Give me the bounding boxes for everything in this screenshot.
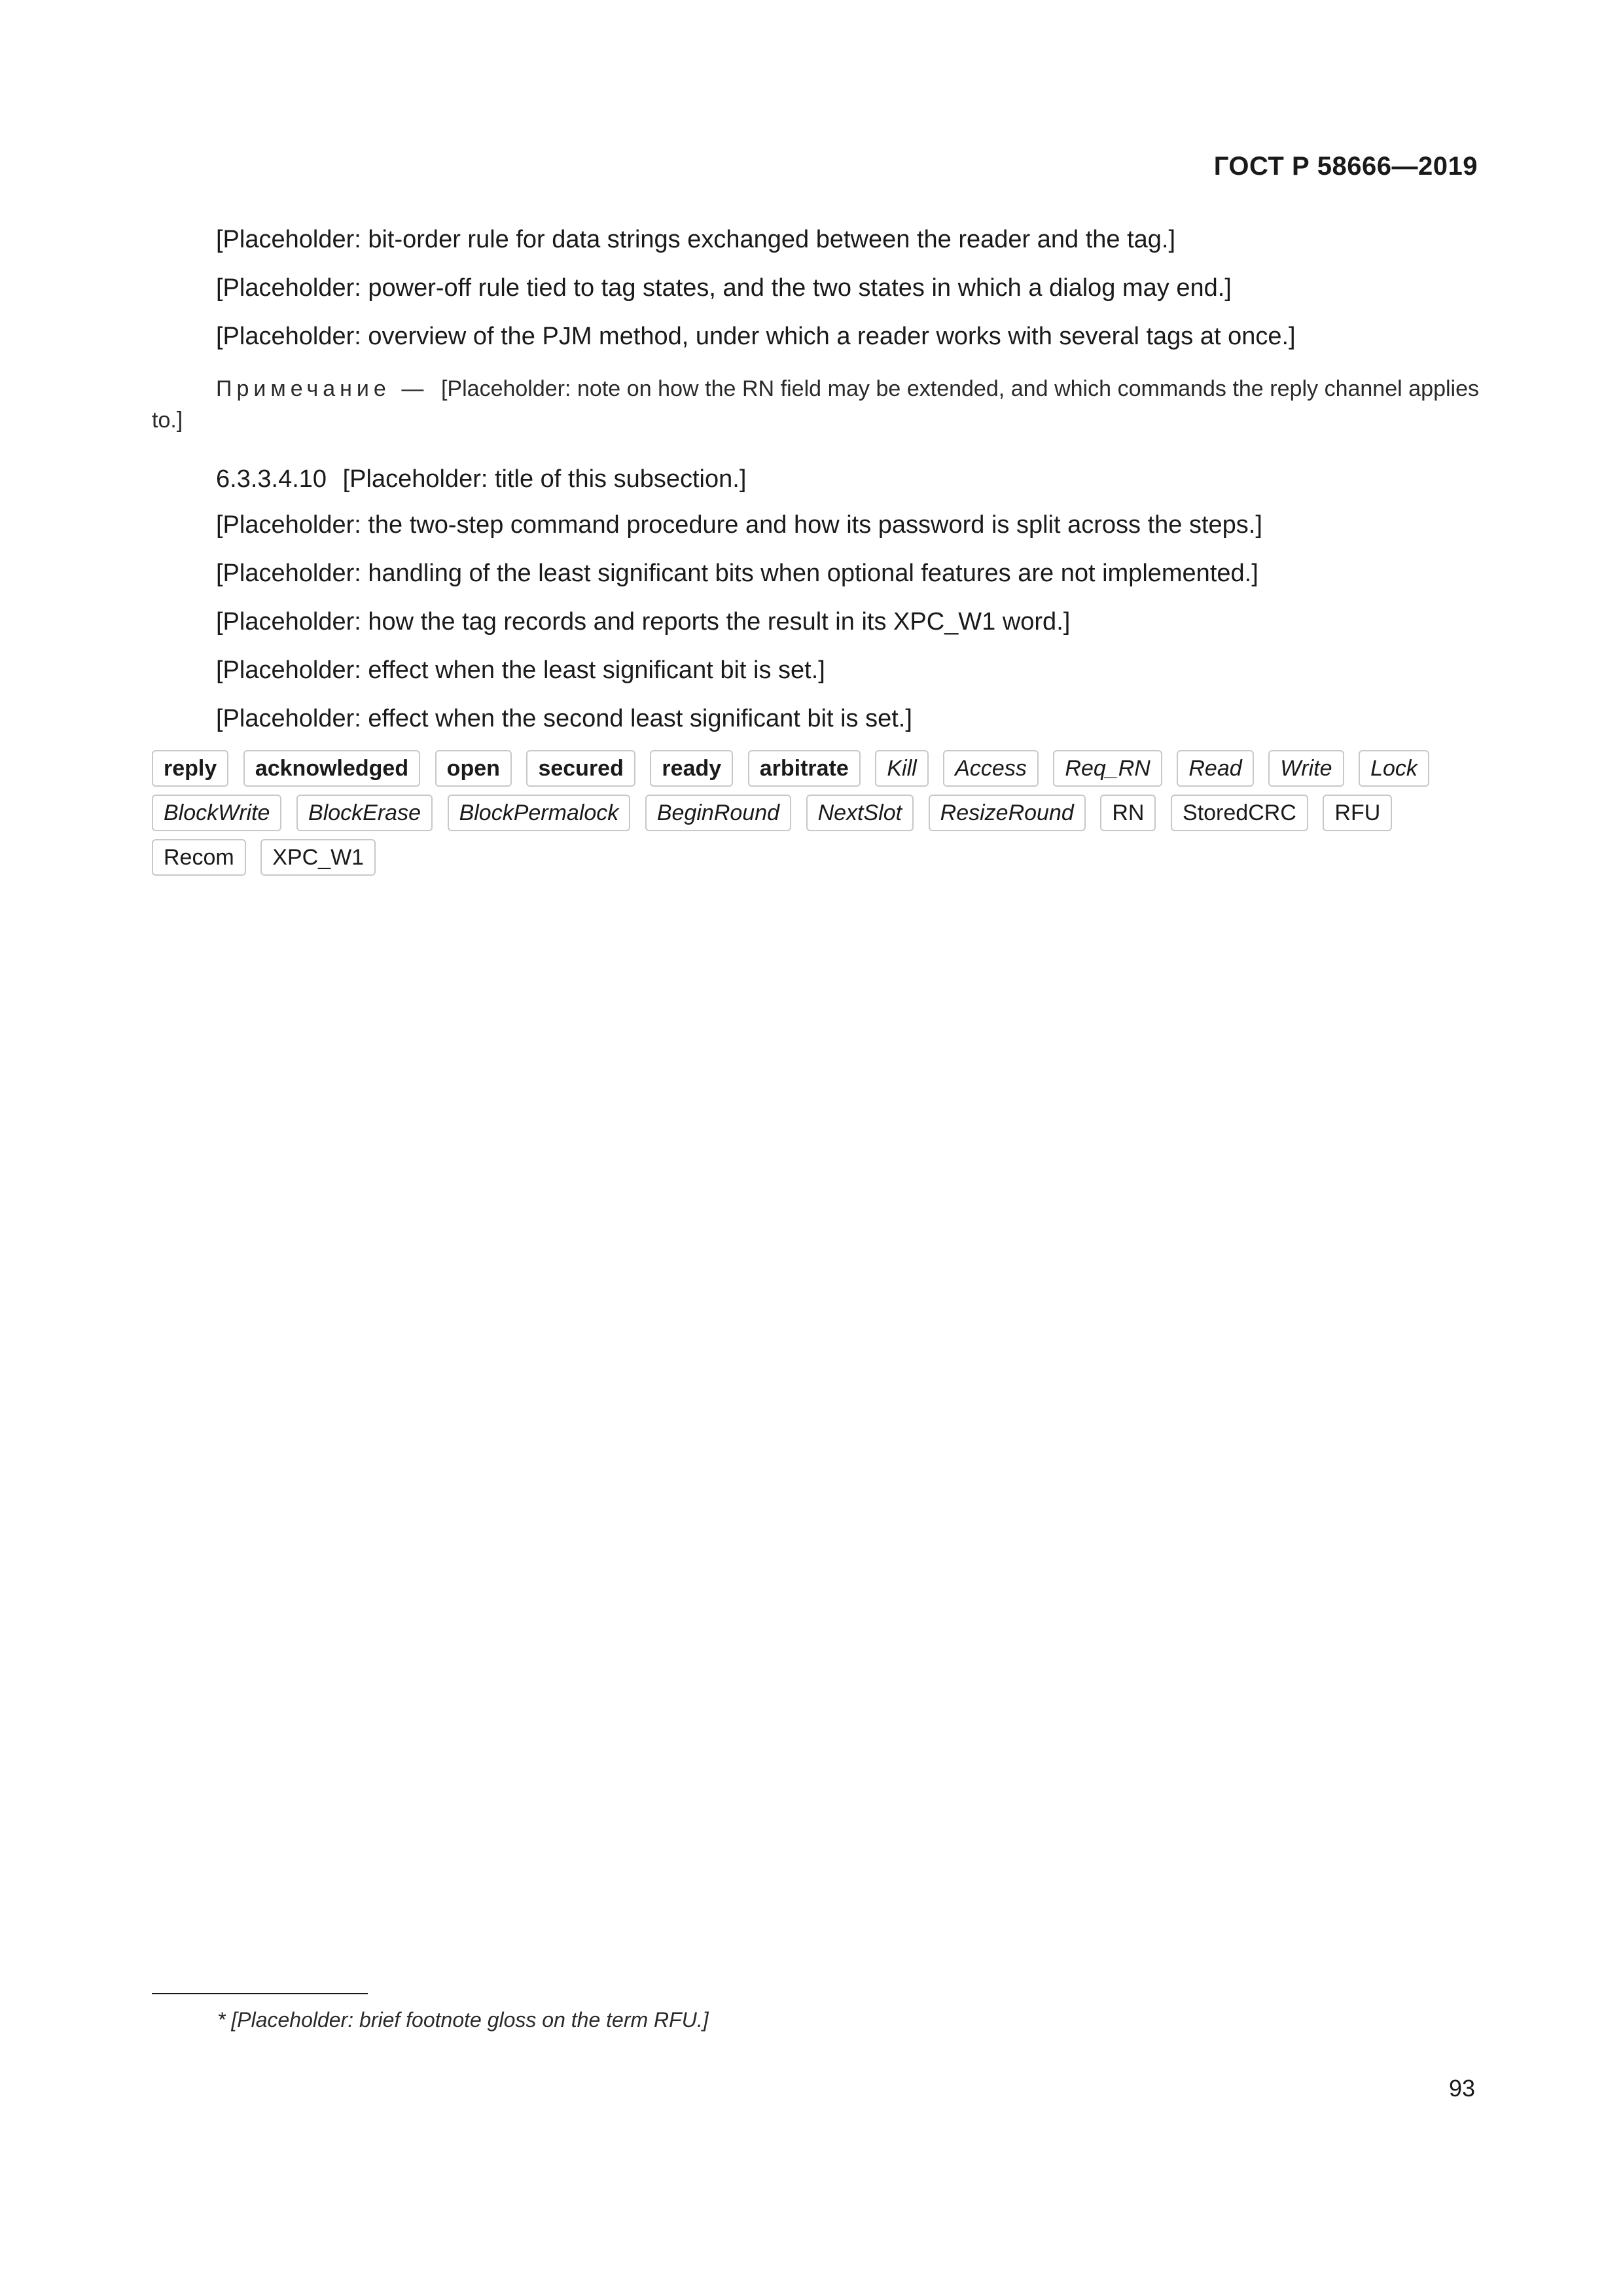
page-number: 93 — [1448, 2075, 1475, 2102]
command-term: Write — [1268, 750, 1344, 787]
term-list — [152, 750, 1479, 884]
tag-state-term: reply — [152, 750, 228, 787]
section-title: [Placeholder: title of this subsection.] — [342, 465, 747, 493]
intro-paragraph: [Placeholder: bit-order rule for data strings exchanged between the reader and the tag.] — [216, 226, 1176, 253]
note-text: [Placeholder: note on how the RN field may be extended, and which commands the reply channel applies to.] — [152, 376, 1480, 433]
command-term: Req_RN — [1053, 750, 1162, 787]
command-term: BlockErase — [296, 795, 433, 831]
command-term: NextSlot — [806, 795, 914, 831]
page-header-standard-id: ГОСТ Р 58666—2019 — [1213, 152, 1478, 181]
intro-paragraph: [Placeholder: overview of the PJM method, under which a reader works with several tags at once.] — [216, 323, 1296, 350]
note-label: Примечание — — [216, 376, 429, 401]
field-term: RFU — [1323, 795, 1392, 831]
section-paragraph: [Placeholder: effect when the least significant bit is set.] — [216, 656, 825, 684]
tag-state-term: open — [435, 750, 512, 787]
section-paragraph: [Placeholder: the two-step command procedure and how its password is split across the steps.] — [216, 511, 1262, 539]
command-term: BlockWrite — [152, 795, 281, 831]
field-term: Recom — [152, 839, 246, 876]
command-term: Kill — [875, 750, 928, 787]
section-heading — [152, 462, 1479, 496]
note-block — [152, 373, 1479, 436]
field-term: StoredCRC — [1171, 795, 1308, 831]
command-term: BeginRound — [645, 795, 791, 831]
page-body — [152, 223, 1479, 903]
tag-state-term: ready — [650, 750, 733, 787]
command-term: Access — [943, 750, 1039, 787]
command-term: Read — [1177, 750, 1253, 787]
field-term: RN — [1100, 795, 1156, 831]
section-paragraph: [Placeholder: effect when the second least significant bit is set.] — [216, 705, 912, 732]
command-term: Lock — [1359, 750, 1429, 787]
section-paragraph: [Placeholder: handling of the least significant bits when optional features are not implemented.] — [216, 560, 1258, 587]
footnote-text: [Placeholder: brief footnote gloss on the term RFU.] — [231, 2008, 709, 2032]
footnote-divider — [152, 1993, 368, 1994]
tag-state-term: arbitrate — [748, 750, 861, 787]
tag-state-term: acknowledged — [243, 750, 420, 787]
section-number: 6.3.3.4.10 — [216, 465, 327, 493]
command-term: BlockPermalock — [448, 795, 631, 831]
section-paragraph: [Placeholder: how the tag records and reports the result in its XPC_W1 word.] — [216, 608, 1071, 636]
field-term: XPC_W1 — [260, 839, 376, 876]
footnote — [217, 2008, 709, 2032]
command-term: ResizeRound — [929, 795, 1086, 831]
tag-state-term: secured — [526, 750, 635, 787]
intro-paragraph: [Placeholder: power-off rule tied to tag states, and the two states in which a dialog may end.] — [216, 274, 1232, 302]
footnote-marker: * — [217, 2008, 226, 2032]
